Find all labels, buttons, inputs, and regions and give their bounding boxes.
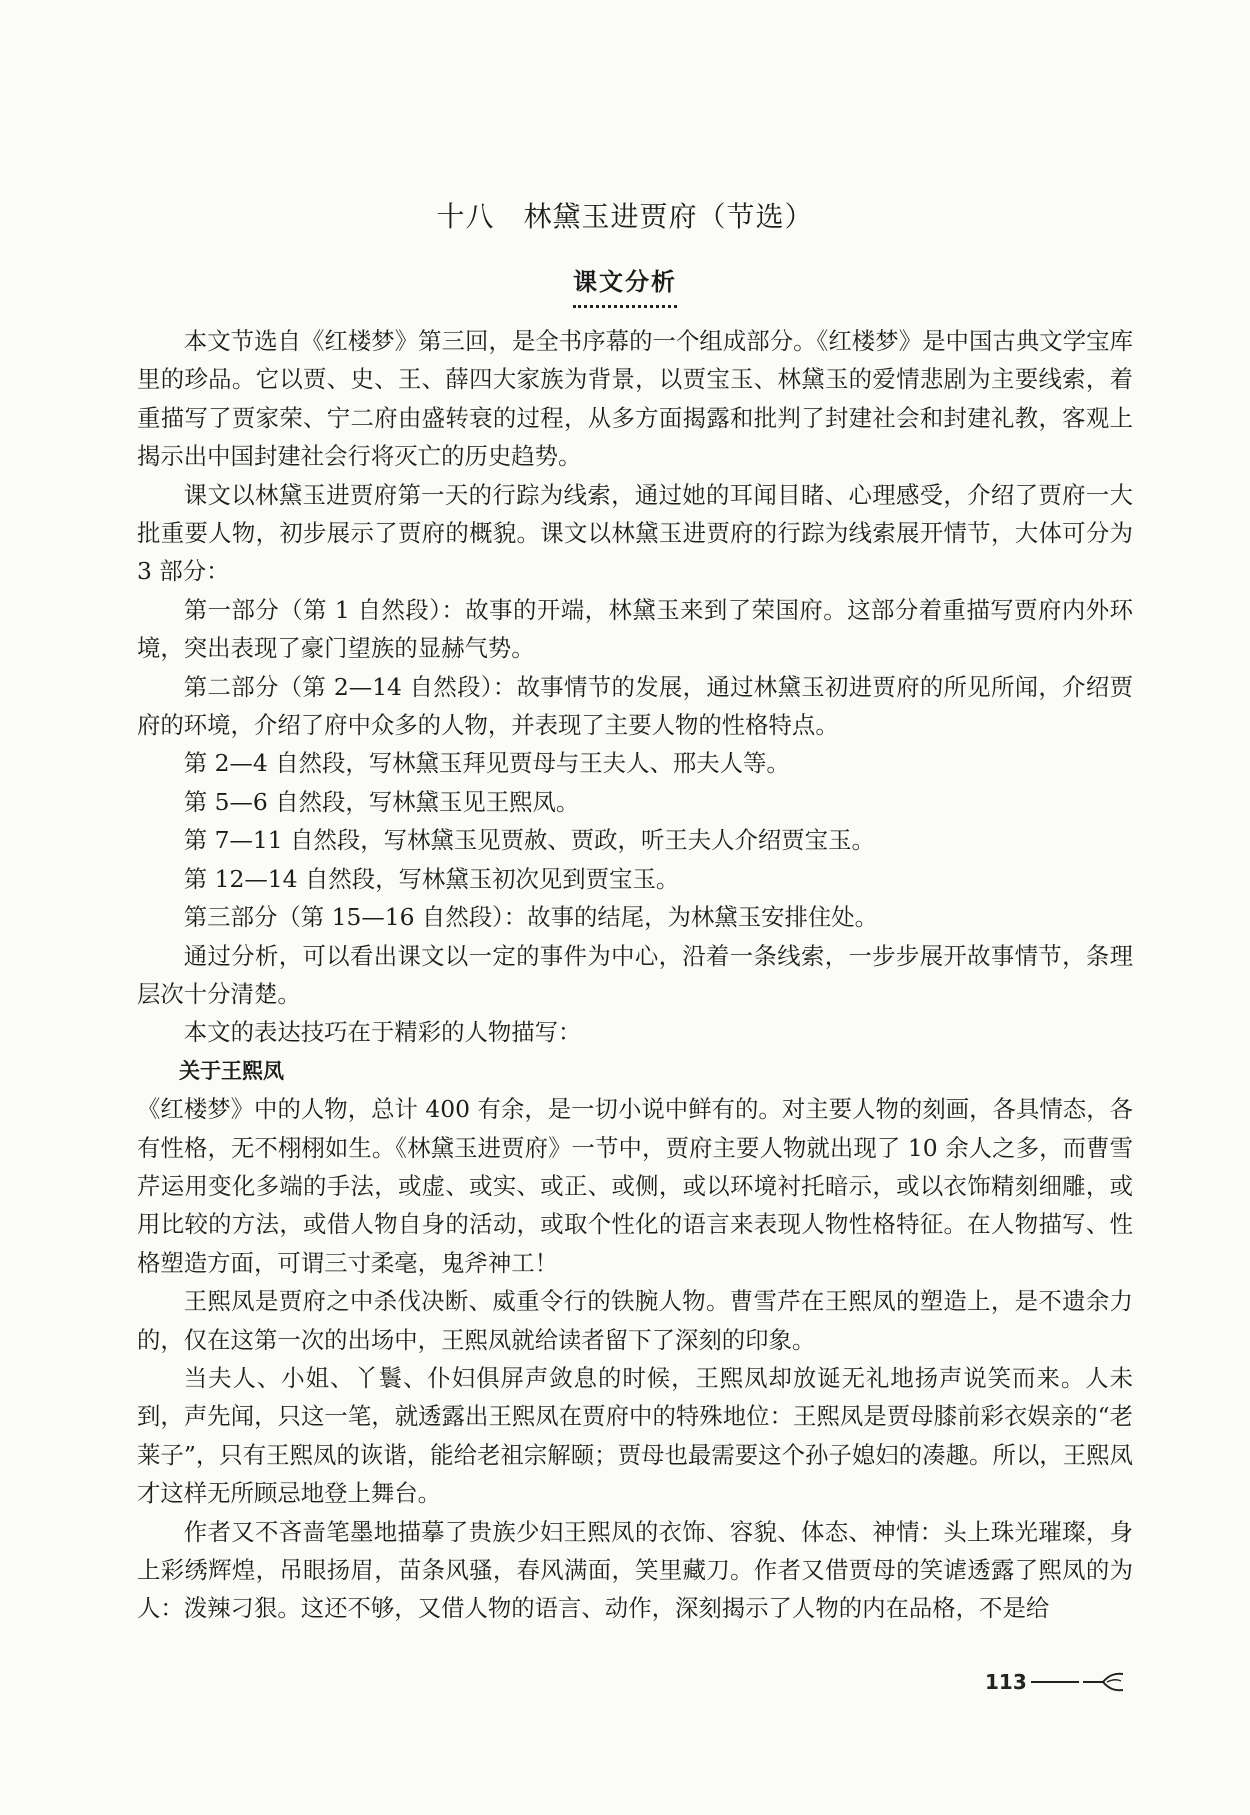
page-number: 113: [985, 1670, 1027, 1694]
chapter-title: 十八 林黛玉进贾府（节选）: [436, 200, 814, 233]
paragraph: 第 12—14 自然段，写林黛玉初次见到贾宝玉。: [183, 864, 680, 893]
section-heading: [0, 262, 1250, 308]
paragraph: 第三部分（第 15—16 自然段）：故事的结尾，为林黛玉安排住处。: [183, 903, 879, 932]
paragraph: 作者又不吝啬笔墨地描摹了贵族少妇王熙凤的衣饰、容貌、体态、神情：头上珠光璀璨，身上彩绣辉煌，吊眼扬眉，苗条风骚，春风满面，笑里藏刀。作者又借贾母的笑谑透露了熙凤的为人：泼辣刁狠。这还不够，又借人物的语言、动作，深刻揭示了人物的内在品格，不是给: [137, 1517, 1133, 1623]
paragraph: 本文的表达技巧在于精彩的人物描写：: [183, 1018, 582, 1047]
paragraph: 第一部分（第 1 自然段）：故事的开端，林黛玉来到了荣国府。这部分着重描写贾府内外环境，突出表现了豪门望族的显赫气势。: [137, 595, 1133, 663]
paragraph: 课文以林黛玉进贾府第一天的行踪为线索，通过她的耳闻目睹、心理感受，介绍了贾府一大批重要人物，初步展示了贾府的概貌。课文以林黛玉进贾府的行踪为线索展开情节，大体可分为 3 部分：: [137, 480, 1133, 586]
paragraph: 第 7—11 自然段，写林黛玉见贾赦、贾政，听王夫人介绍贾宝玉。: [183, 826, 875, 855]
section-heading-label: 课文分析: [573, 262, 677, 308]
subsection-heading: 关于王熙凤: [179, 1058, 284, 1083]
footer-rule: [1031, 1681, 1079, 1683]
body-text: [137, 322, 1133, 1628]
paragraph: 本文节选自《红楼梦》第三回，是全书序幕的一个组成部分。《红楼梦》是中国古典文学宝库里的珍品。它以贾、史、王、薛四大家族为背景，以贾宝玉、林黛玉的爱情悲剧为主要线索，着重描写了贾家荣、宁二府由盛转衰的过程，从多方面揭露和批判了封建社会和封建礼教，客观上揭示出中国封建社会行将灭亡的历史趋势。: [137, 327, 1133, 471]
paragraph: 王熙凤是贾府之中杀伐决断、威重令行的铁腕人物。曹雪芹在王熙凤的塑造上，是不遗余力的，仅在这第一次的出场中，王熙凤就给读者留下了深刻的印象。: [137, 1287, 1133, 1354]
paragraph: 当夫人、小姐、丫鬟、仆妇俱屏声敛息的时候，王熙凤却放诞无礼地扬声说笑而来。人未到，声先闻，只这一笔，就透露出王熙凤在贾府中的特殊地位：王熙凤是贾母膝前彩衣娱亲的“老莱子”，只有王熙凤的诙谐，能给老祖宗解颐；贾母也最需要这个孙子媳妇的凑趣。所以，王熙凤才这样无所顾忌地登上舞台。: [137, 1363, 1133, 1508]
paragraph: 通过分析，可以看出课文以一定的事件为中心，沿着一条线索，一步步展开故事情节，条理层次十分清楚。: [137, 941, 1133, 1008]
paragraph: 《红楼梦》中的人物，总计 400 有余，是一切小说中鲜有的。对主要人物的刻画，各具情态，各有性格，无不栩栩如生。《林黛玉进贾府》一节中，贾府主要人物就出现了 10 余人之多，而曹雪芹运用变化多端的手法，或虚、或实、或正、或侧，或以环境衬托暗示，或以衣饰精刻细雕，或用比较的方法，或借人物自身的活动，或取个性化的语言来表现人物性格特征。在人物描写、性格塑造方面，可谓三寸柔毫，鬼斧神工！: [137, 1095, 1133, 1277]
paragraph: 第二部分（第 2—14 自然段）：故事情节的发展，通过林黛玉初进贾府的所见所闻，介绍贾府的环境，介绍了府中众多的人物，并表现了主要人物的性格特点。: [137, 672, 1133, 740]
paragraph: 第 5—6 自然段，写林黛玉见王熙凤。: [183, 787, 580, 816]
paragraph: 第 2—4 自然段，写林黛玉拜见贾母与王夫人、邢夫人等。: [183, 749, 790, 778]
page-footer: [985, 1667, 1125, 1697]
scissors-icon: [1081, 1671, 1125, 1693]
